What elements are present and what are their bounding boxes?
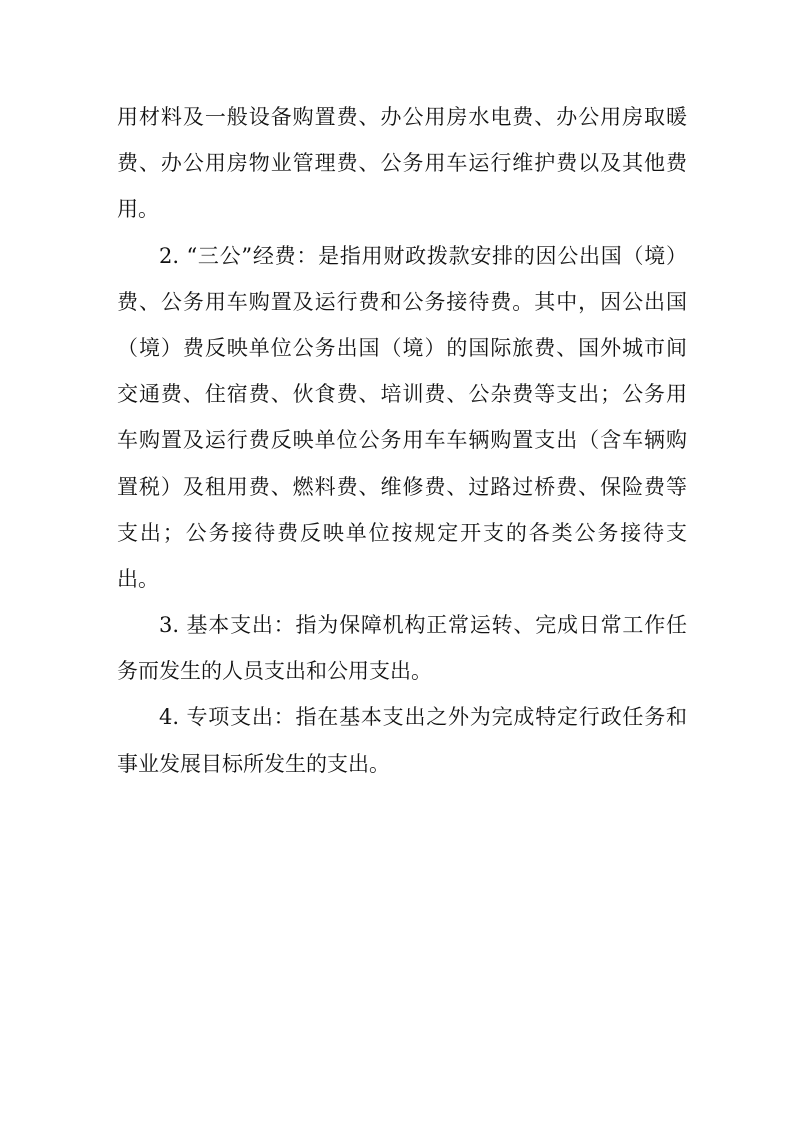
document-body — [117, 94, 687, 787]
paragraph-2-line-3: （境）费反映单位公务出国（境）的国际旅费、国外城市间 — [117, 335, 687, 360]
paragraph-2-line-5: 车购置及运行费反映单位公务用车车辆购置支出（含车辆购 — [117, 428, 687, 453]
paragraph-3-line-2: 务而发生的人员支出和公用支出。 — [117, 659, 432, 684]
paragraph-1-line-2: 费、办公用房物业管理费、公务用车运行维护费以及其他费 — [117, 151, 687, 176]
paragraph-2-line-6: 置税）及租用费、燃料费、维修费、过路过桥费、保险费等 — [117, 474, 687, 499]
paragraph-3-line-1: 3. 基本支出：指为保障机构正常运转、完成日常工作任 — [159, 613, 687, 638]
paragraph-2-line-2: 费、公务用车购置及运行费和公务接待费。其中，因公出国 — [117, 289, 687, 314]
paragraph-1-line-1: 用材料及一般设备购置费、办公用房水电费、办公用房取暖 — [117, 105, 687, 129]
paragraph-2-line-7: 支出；公务接待费反映单位按规定开支的各类公务接待支 — [117, 520, 687, 545]
paragraph-1-line-3: 用。 — [117, 197, 159, 222]
paragraph-2-line-1: 2. “三公”经费：是指用财政拨款安排的因公出国（境） — [159, 243, 687, 268]
paragraph-2-line-4: 交通费、住宿费、伙食费、培训费、公杂费等支出；公务用 — [117, 382, 687, 407]
paragraph-2-line-8: 出。 — [117, 566, 159, 591]
paragraph-4-line-2: 事业发展目标所发生的支出。 — [117, 751, 390, 776]
paragraph-4-line-1: 4. 专项支出：指在基本支出之外为完成特定行政任务和 — [159, 705, 687, 730]
